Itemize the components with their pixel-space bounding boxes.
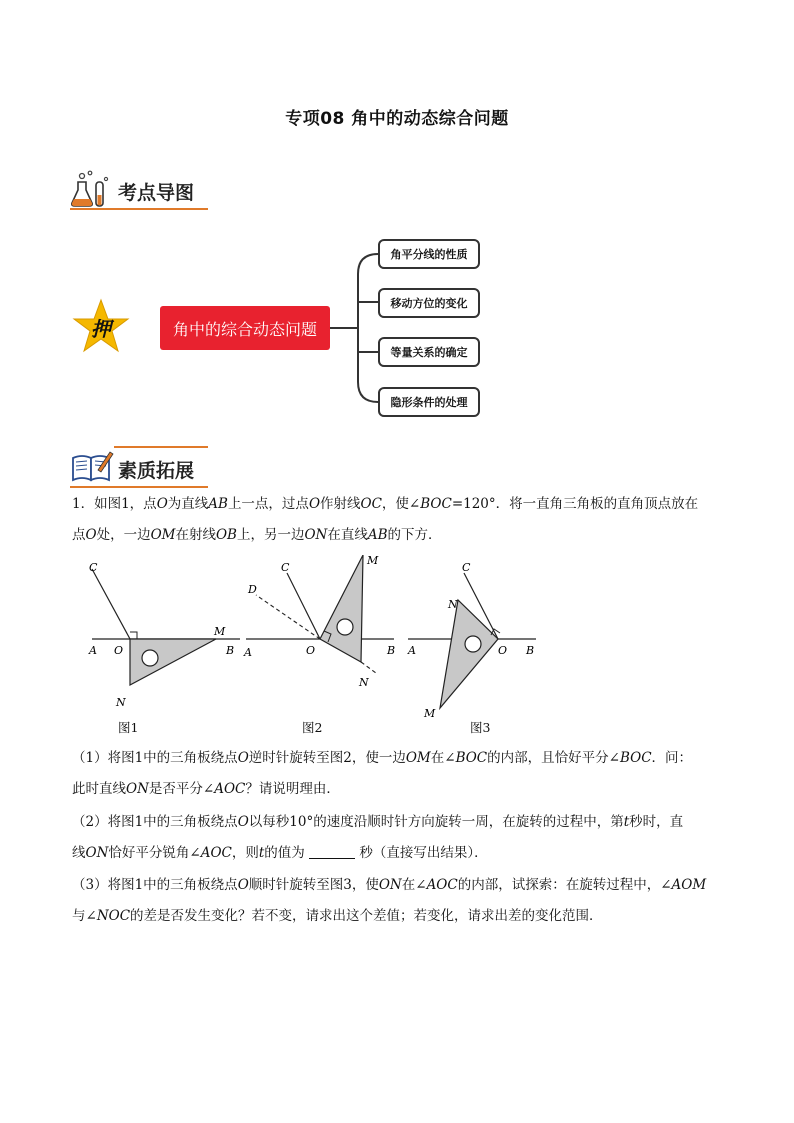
problem-intro: 1．如图1，点O为直线AB上一点，过点O作射线OC，使∠BOC=120°．将一直角三角板的直角顶点放在 点O处，一边OM在射线OB上，另一边ON在直线AB的下方． [72, 496, 699, 543]
question-1: （1）将图1中的三角板绕点O逆时针旋转至图2，使一边OM在∠BOC的内部，且恰好平分∠BOC．问： 此时直线ON是否平分∠AOC？请说明理由． [72, 750, 693, 797]
label-M: M [424, 707, 436, 720]
mindmap-central-topic: 角中的综合动态问题 [160, 306, 330, 350]
figure-1 [88, 561, 240, 709]
mindmap-branch-3: 等量关系的确定 [378, 337, 480, 367]
section-title-mindmap: 考点导图 [118, 182, 195, 204]
section-title-extension: 素质拓展 [118, 460, 195, 482]
label-A: A [89, 644, 97, 657]
figure-diagrams [80, 555, 550, 740]
label-B: B [226, 644, 235, 657]
figure-3-caption: 图3 [470, 720, 491, 735]
figure-2-caption: 图2 [302, 720, 323, 735]
label-N: N [116, 696, 126, 709]
section-overline [114, 446, 208, 448]
question-2: （2）将图1中的三角板绕点O以每秒10°的速度沿顺时针方向旋转一周，在旋转的过程中，第t秒时，直 线ON恰好平分锐角∠AOC，则t的值为 秒（直接写出结果）． [72, 814, 684, 861]
label-A: A [408, 644, 416, 657]
mindmap-connectors [330, 250, 380, 410]
label-M: M [214, 625, 226, 638]
label-C: C [281, 561, 290, 574]
label-C: C [462, 561, 471, 574]
label-N: N [359, 676, 369, 689]
label-O: O [498, 644, 508, 657]
label-N: N [448, 598, 458, 611]
label-D: D [248, 583, 257, 596]
section-header-mindmap [70, 168, 210, 212]
figure-1-caption: 图1 [118, 720, 139, 735]
flask-icon [70, 170, 112, 208]
label-C: C [89, 561, 98, 574]
answer-blank[interactable] [309, 844, 355, 859]
label-O: O [114, 644, 124, 657]
problem-number: 1． [72, 496, 95, 512]
label-B: B [526, 644, 535, 657]
section-underline [70, 486, 208, 488]
mindmap-branch-4: 隐形条件的处理 [378, 387, 480, 417]
page-title: 专项08 角中的动态综合问题 [285, 109, 509, 129]
figure-2 [243, 555, 395, 689]
section-header-extension [70, 444, 210, 488]
book-icon [70, 450, 114, 484]
label-O: O [306, 644, 316, 657]
mindmap-branch-1: 角平分线的性质 [378, 239, 480, 269]
label-A: A [244, 646, 252, 659]
label-B: B [387, 644, 396, 657]
section-underline [70, 208, 208, 210]
mindmap-branch-2: 移动方位的变化 [378, 288, 480, 318]
label-M: M [367, 555, 379, 567]
figure-3 [407, 561, 536, 720]
question-3: （3）将图1中的三角板绕点O顺时针旋转至图3，使ON在∠AOC的内部，试探索：在旋转过程中，∠AOM 与∠NOC的差是否发生变化？若不变，请求出这个差值；若变化，请求出差的变化范围． [72, 877, 707, 924]
badge-character: 押 [91, 317, 111, 341]
